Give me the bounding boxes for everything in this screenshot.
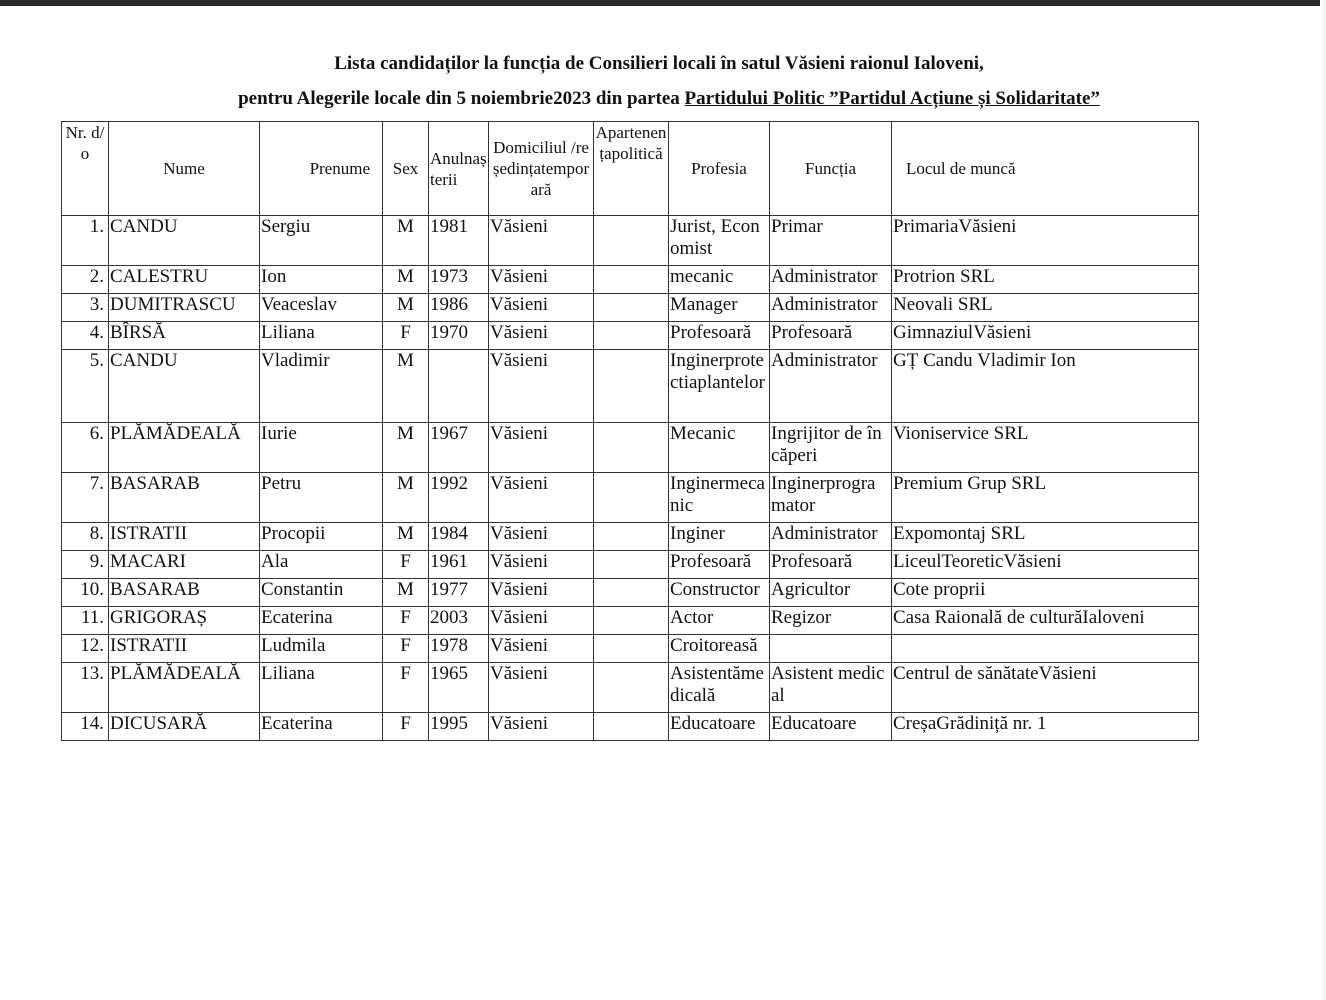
table-row: [62, 350, 1199, 423]
cell-apartenenta: [594, 322, 669, 350]
cell-apartenenta: [594, 294, 669, 322]
cell-profesia: Constructor: [669, 579, 770, 607]
cell-nume: MACARI: [109, 551, 260, 579]
table-row: [62, 473, 1199, 523]
cell-prenume: Vladimir: [260, 350, 383, 423]
document-title: Lista candidaților la funcția de Consilieri locali în satul Văsieni raionul Ialoveni,: [334, 53, 984, 74]
cell-functia: Administrator: [770, 294, 892, 322]
cell-apartenenta: [594, 266, 669, 294]
cell-prenume: Petru: [260, 473, 383, 523]
document-subtitle: [6, 88, 1326, 110]
cell-profesia: Manager: [669, 294, 770, 322]
cell-functia: [770, 635, 892, 663]
cell-nr: 12.: [62, 635, 109, 663]
cell-anul: 2003: [429, 607, 489, 635]
cell-locul: LiceulTeoreticVăsieni: [892, 551, 1199, 579]
cell-domiciliu: Văsieni: [489, 350, 594, 423]
table-header-row: [62, 122, 1199, 216]
header-domiciliu: Domiciliul /reședințatemporară: [489, 122, 594, 216]
cell-sex: M: [383, 266, 429, 294]
cell-functia: Educatoare: [770, 713, 892, 741]
cell-sex: M: [383, 350, 429, 423]
table-body: [62, 216, 1199, 741]
cell-nume: ISTRATII: [109, 523, 260, 551]
cell-profesia: Actor: [669, 607, 770, 635]
cell-nume: CANDU: [109, 350, 260, 423]
cell-nume: BASARAB: [109, 579, 260, 607]
cell-domiciliu: Văsieni: [489, 713, 594, 741]
cell-functia: Regizor: [770, 607, 892, 635]
cell-sex: F: [383, 607, 429, 635]
header-locul: Locul de muncă: [892, 122, 1199, 216]
cell-functia: Asistent medical: [770, 663, 892, 713]
cell-nr: 13.: [62, 663, 109, 713]
cell-anul: 1984: [429, 523, 489, 551]
party-name: Partidului Politic ”Partidul Acțiune și Solidaritate”: [684, 88, 1100, 109]
cell-locul: Protrion SRL: [892, 266, 1199, 294]
cell-nr: 5.: [62, 350, 109, 423]
cell-anul: 1992: [429, 473, 489, 523]
cell-nume: PLĂMĂDEALĂ: [109, 423, 260, 473]
cell-nr: 11.: [62, 607, 109, 635]
top-edge: [0, 0, 1326, 6]
cell-apartenenta: [594, 607, 669, 635]
table-row: [62, 551, 1199, 579]
cell-prenume: Liliana: [260, 663, 383, 713]
cell-prenume: Veaceslav: [260, 294, 383, 322]
cell-nr: 10.: [62, 579, 109, 607]
header-functia: Funcția: [770, 122, 892, 216]
cell-domiciliu: Văsieni: [489, 216, 594, 266]
cell-sex: F: [383, 713, 429, 741]
cell-anul: 1981: [429, 216, 489, 266]
cell-locul: PrimariaVăsieni: [892, 216, 1199, 266]
cell-prenume: Iurie: [260, 423, 383, 473]
cell-sex: M: [383, 579, 429, 607]
table-row: [62, 294, 1199, 322]
cell-profesia: Educatoare: [669, 713, 770, 741]
cell-apartenenta: [594, 423, 669, 473]
cell-functia: Profesoară: [770, 551, 892, 579]
table-row: [62, 523, 1199, 551]
cell-domiciliu: Văsieni: [489, 607, 594, 635]
cell-locul: GȚ Candu Vladimir Ion: [892, 350, 1199, 423]
cell-sex: F: [383, 663, 429, 713]
cell-domiciliu: Văsieni: [489, 473, 594, 523]
cell-prenume: Ala: [260, 551, 383, 579]
subtitle-prefix: pentru Alegerile locale din 5 noiembrie2023 din partea: [238, 88, 685, 109]
cell-locul: [892, 635, 1199, 663]
header-nr: Nr. d/o: [62, 122, 109, 216]
table-row: [62, 635, 1199, 663]
cell-nr: 4.: [62, 322, 109, 350]
cell-apartenenta: [594, 663, 669, 713]
cell-nume: DICUSARĂ: [109, 713, 260, 741]
table-row: [62, 266, 1199, 294]
cell-nume: BASARAB: [109, 473, 260, 523]
cell-anul: 1970: [429, 322, 489, 350]
cell-apartenenta: [594, 350, 669, 423]
cell-nume: CALESTRU: [109, 266, 260, 294]
cell-sex: F: [383, 551, 429, 579]
cell-domiciliu: Văsieni: [489, 322, 594, 350]
cell-locul: Premium Grup SRL: [892, 473, 1199, 523]
cell-prenume: Liliana: [260, 322, 383, 350]
table-row: [62, 216, 1199, 266]
cell-locul: Centrul de sănătateVăsieni: [892, 663, 1199, 713]
cell-domiciliu: Văsieni: [489, 294, 594, 322]
table-row: [62, 607, 1199, 635]
cell-domiciliu: Văsieni: [489, 551, 594, 579]
cell-anul: 1978: [429, 635, 489, 663]
cell-profesia: Inginer: [669, 523, 770, 551]
cell-functia: Agricultor: [770, 579, 892, 607]
cell-locul: Vioniservice SRL: [892, 423, 1199, 473]
cell-locul: GimnaziulVăsieni: [892, 322, 1199, 350]
cell-anul: 1967: [429, 423, 489, 473]
cell-nume: BÎRSĂ: [109, 322, 260, 350]
header-anul: Anulnașterii: [429, 122, 489, 216]
cell-sex: M: [383, 294, 429, 322]
cell-prenume: Ecaterina: [260, 713, 383, 741]
cell-profesia: mecanic: [669, 266, 770, 294]
cell-sex: M: [383, 216, 429, 266]
cell-profesia: Profesoară: [669, 551, 770, 579]
cell-profesia: Asistentămedicală: [669, 663, 770, 713]
candidates-table: [61, 121, 1199, 741]
cell-domiciliu: Văsieni: [489, 523, 594, 551]
page-edge: [1320, 0, 1326, 1000]
cell-nume: PLĂMĂDEALĂ: [109, 663, 260, 713]
cell-profesia: Profesoară: [669, 322, 770, 350]
cell-locul: Expomontaj SRL: [892, 523, 1199, 551]
cell-nume: GRIGORAȘ: [109, 607, 260, 635]
cell-apartenenta: [594, 551, 669, 579]
table-row: [62, 663, 1199, 713]
cell-apartenenta: [594, 635, 669, 663]
cell-apartenenta: [594, 713, 669, 741]
cell-functia: Primar: [770, 216, 892, 266]
cell-profesia: Jurist, Economist: [669, 216, 770, 266]
cell-anul: 1977: [429, 579, 489, 607]
cell-sex: F: [383, 322, 429, 350]
cell-nr: 6.: [62, 423, 109, 473]
cell-anul: 1995: [429, 713, 489, 741]
cell-profesia: Mecanic: [669, 423, 770, 473]
cell-locul: Neovali SRL: [892, 294, 1199, 322]
cell-anul: 1973: [429, 266, 489, 294]
cell-prenume: Ecaterina: [260, 607, 383, 635]
cell-prenume: Ludmila: [260, 635, 383, 663]
cell-functia: Administrator: [770, 266, 892, 294]
cell-functia: Administrator: [770, 350, 892, 423]
cell-anul: [429, 350, 489, 423]
cell-nume: ISTRATII: [109, 635, 260, 663]
cell-profesia: Inginermecanic: [669, 473, 770, 523]
cell-prenume: Procopii: [260, 523, 383, 551]
cell-domiciliu: Văsieni: [489, 266, 594, 294]
cell-nume: DUMITRASCU: [109, 294, 260, 322]
table-row: [62, 579, 1199, 607]
cell-prenume: Sergiu: [260, 216, 383, 266]
cell-locul: CreșaGrădiniță nr. 1: [892, 713, 1199, 741]
cell-anul: 1986: [429, 294, 489, 322]
cell-functia: Inginerprogramator: [770, 473, 892, 523]
cell-anul: 1965: [429, 663, 489, 713]
cell-apartenenta: [594, 473, 669, 523]
cell-anul: 1961: [429, 551, 489, 579]
cell-apartenenta: [594, 523, 669, 551]
cell-locul: Casa Raională de culturăIaloveni: [892, 607, 1199, 635]
cell-sex: F: [383, 635, 429, 663]
header-nume: Nume: [109, 122, 260, 216]
cell-prenume: Constantin: [260, 579, 383, 607]
cell-prenume: Ion: [260, 266, 383, 294]
cell-sex: M: [383, 473, 429, 523]
cell-nr: 2.: [62, 266, 109, 294]
cell-sex: M: [383, 523, 429, 551]
cell-locul: Cote proprii: [892, 579, 1199, 607]
cell-apartenenta: [594, 579, 669, 607]
cell-domiciliu: Văsieni: [489, 663, 594, 713]
cell-nr: 8.: [62, 523, 109, 551]
cell-nr: 1.: [62, 216, 109, 266]
cell-profesia: Croitoreasă: [669, 635, 770, 663]
cell-nr: 3.: [62, 294, 109, 322]
header-prenume: Prenume: [260, 122, 383, 216]
cell-sex: M: [383, 423, 429, 473]
table-row: [62, 713, 1199, 741]
table-row: [62, 322, 1199, 350]
cell-apartenenta: [594, 216, 669, 266]
cell-nr: 14.: [62, 713, 109, 741]
header-apartenenta: Apartenențapolitică: [594, 122, 669, 216]
cell-nume: CANDU: [109, 216, 260, 266]
cell-functia: Profesoară: [770, 322, 892, 350]
cell-nr: 7.: [62, 473, 109, 523]
cell-functia: Administrator: [770, 523, 892, 551]
header-profesia: Profesia: [669, 122, 770, 216]
cell-domiciliu: Văsieni: [489, 579, 594, 607]
header-sex: Sex: [383, 122, 429, 216]
cell-nr: 9.: [62, 551, 109, 579]
cell-domiciliu: Văsieni: [489, 635, 594, 663]
table-row: [62, 423, 1199, 473]
cell-functia: Ingrijitor de încăperi: [770, 423, 892, 473]
cell-domiciliu: Văsieni: [489, 423, 594, 473]
cell-profesia: Inginerprotectiaplantelor: [669, 350, 770, 423]
